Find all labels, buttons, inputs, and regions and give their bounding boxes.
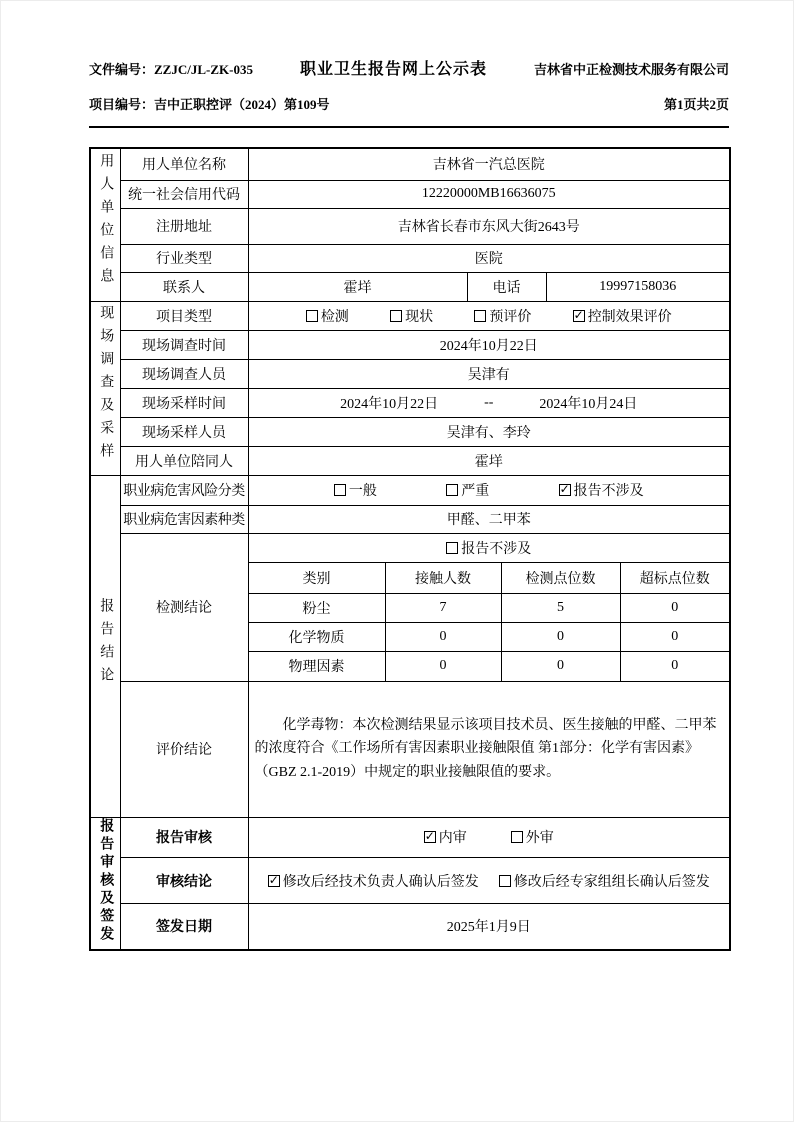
value-sampling-staff: 吴津有、李玲 (248, 417, 730, 446)
table-row (90, 301, 730, 330)
checkbox-option-pre-eval: 预评价 (474, 306, 531, 326)
cell-exposed-count: 0 (385, 651, 501, 681)
page-title: 职业卫生报告网上公示表 (299, 61, 487, 78)
cell-category: 粉尘 (248, 593, 385, 622)
cell-exposed-count: 0 (385, 622, 501, 651)
checkbox-icon (446, 542, 458, 554)
label-escort: 用人单位陪同人 (120, 446, 248, 475)
page-header (89, 56, 729, 79)
table-row (90, 533, 730, 562)
value-survey-date: 2024年10月22日 (248, 330, 730, 359)
table-row (90, 388, 730, 417)
table-row (90, 817, 730, 857)
table-row (90, 180, 730, 208)
checkbox-option-tech-lead-sign: ✓ 修改后经技术负责人确认后签发 (268, 872, 479, 890)
checkbox-option-internal-review: ✓ 内审 (424, 829, 467, 847)
table-row (90, 857, 730, 904)
value-sampling-date (248, 388, 730, 417)
label-risk-class: 职业病危害风险分类 (120, 475, 248, 505)
project-number: 项目编号：吉中正职控评（2024）第109号 (89, 97, 330, 112)
table-row (90, 417, 730, 446)
value-contact: 霍垟 (248, 272, 467, 301)
cell-detection-points: 0 (501, 622, 620, 651)
cell-category: 物理因素 (248, 651, 385, 681)
page-subheader (89, 94, 729, 113)
date-separator: -- (484, 394, 494, 410)
table-row (90, 272, 730, 301)
table-row (90, 681, 730, 817)
table-row (90, 475, 730, 505)
label-address: 注册地址 (120, 208, 248, 244)
page-number: 第1页共2页 (663, 97, 729, 112)
checkbox-option-external-review: 外审 (511, 827, 554, 847)
value-issue-date: 2025年1月9日 (248, 904, 730, 950)
cell-detection-points: 0 (501, 651, 620, 681)
sampling-start-date: 2024年10月22日 (340, 396, 439, 412)
checkbox-icon: ✓ (424, 829, 435, 844)
value-employer-name: 吉林省一汽总医院 (248, 148, 730, 180)
label-detection-conclusion: 检测结论 (120, 533, 248, 681)
document-content (89, 56, 729, 951)
value-report-review (248, 817, 730, 857)
table-row (90, 330, 730, 359)
checkbox-option-detection: 检测 (306, 306, 349, 326)
checkbox-icon (390, 310, 402, 322)
table-row (90, 505, 730, 533)
label-employer-name: 用人单位名称 (120, 148, 248, 180)
detection-not-involved (248, 533, 730, 562)
label-report-review: 报告审核 (120, 817, 248, 857)
checkbox-option-expert-lead-sign: 修改后经专家组组长确认后签发 (499, 871, 710, 891)
section-label-employer: 用人单位信息 (90, 148, 120, 301)
col-header-detection-points: 检测点位数 (501, 562, 620, 593)
checkbox-icon: ✓ (559, 482, 570, 496)
table-row (90, 904, 730, 950)
checkbox-icon: ✓ (268, 872, 279, 887)
label-issue-date: 签发日期 (120, 904, 248, 950)
value-credit-code: 12220000MB16636075 (248, 180, 730, 208)
cell-category: 化学物质 (248, 622, 385, 651)
value-project-type (248, 301, 730, 330)
table-row (90, 244, 730, 272)
value-address: 吉林省长春市东风大街2643号 (248, 208, 730, 244)
value-evaluation-conclusion (248, 681, 730, 817)
checkbox-option-not-involved: ✓ 报告不涉及 (559, 482, 644, 499)
form-table (89, 147, 731, 951)
checkbox-icon: ✓ (573, 307, 584, 322)
checkbox-icon (446, 484, 458, 496)
cell-exceed-points: 0 (620, 622, 730, 651)
value-phone: 19997158036 (546, 272, 730, 301)
checkbox-icon (306, 310, 318, 322)
sampling-end-date: 2024年10月24日 (539, 396, 638, 412)
header-divider (89, 126, 729, 128)
label-hazard-types: 职业病危害因素种类 (120, 505, 248, 533)
cell-exceed-points: 0 (620, 593, 730, 622)
value-industry: 医院 (248, 244, 730, 272)
section-label-survey: 现场调查及采样 (90, 301, 120, 475)
label-review-conclusion: 审核结论 (120, 857, 248, 904)
checkbox-option-general: 一般 (334, 480, 377, 500)
section-label-approval: 报告审核及签发 (90, 817, 120, 950)
label-survey-date: 现场调查时间 (120, 330, 248, 359)
label-evaluation-conclusion: 评价结论 (120, 681, 248, 817)
value-hazard-types: 甲醛、二甲苯 (248, 505, 730, 533)
cell-exposed-count: 7 (385, 593, 501, 622)
label-industry: 行业类型 (120, 244, 248, 272)
label-survey-staff: 现场调查人员 (120, 359, 248, 388)
value-survey-staff: 吴津有 (248, 359, 730, 388)
checkbox-option-status: 现状 (390, 306, 433, 326)
table-row (90, 359, 730, 388)
table-row (90, 208, 730, 244)
checkbox-option-severe: 严重 (446, 480, 489, 500)
checkbox-option-control-effect-eval: ✓ 控制效果评价 (573, 307, 672, 325)
col-header-exposed-count: 接触人数 (385, 562, 501, 593)
label-sampling-date: 现场采样时间 (120, 388, 248, 417)
label-phone: 电话 (467, 272, 546, 301)
table-row (90, 148, 730, 180)
label-credit-code: 统一社会信用代码 (120, 180, 248, 208)
value-escort: 霍垟 (248, 446, 730, 475)
value-risk-class (248, 475, 730, 505)
evaluation-paragraph: 化学毒物：本次检测结果显示该项目技术员、医生接触的甲醛、二甲苯的浓度符合《工作场所有害因素职业接触限值 第1部分：化学有害因素》（GBZ 2.1-2019）中规定的职业接触限值的要求。 (254, 718, 717, 780)
label-project-type: 项目类型 (120, 301, 248, 330)
checkbox-option-report-not-involved: 报告不涉及 (446, 538, 531, 558)
label-sampling-staff: 现场采样人员 (120, 417, 248, 446)
table-row (90, 446, 730, 475)
checkbox-icon (499, 875, 511, 887)
cell-detection-points: 5 (501, 593, 620, 622)
checkbox-icon (511, 831, 523, 843)
label-contact: 联系人 (120, 272, 248, 301)
checkbox-icon (334, 484, 346, 496)
checkbox-icon (474, 310, 486, 322)
value-review-conclusion (248, 857, 730, 904)
col-header-category: 类别 (248, 562, 385, 593)
cell-exceed-points: 0 (620, 651, 730, 681)
company-name: 吉林省中正检测技术服务有限公司 (533, 62, 729, 77)
doc-number: 文件编号：ZZJC/JL-ZK-035 (89, 62, 253, 77)
col-header-exceed-points: 超标点位数 (620, 562, 730, 593)
section-label-conclusion: 报告结论 (90, 475, 120, 817)
